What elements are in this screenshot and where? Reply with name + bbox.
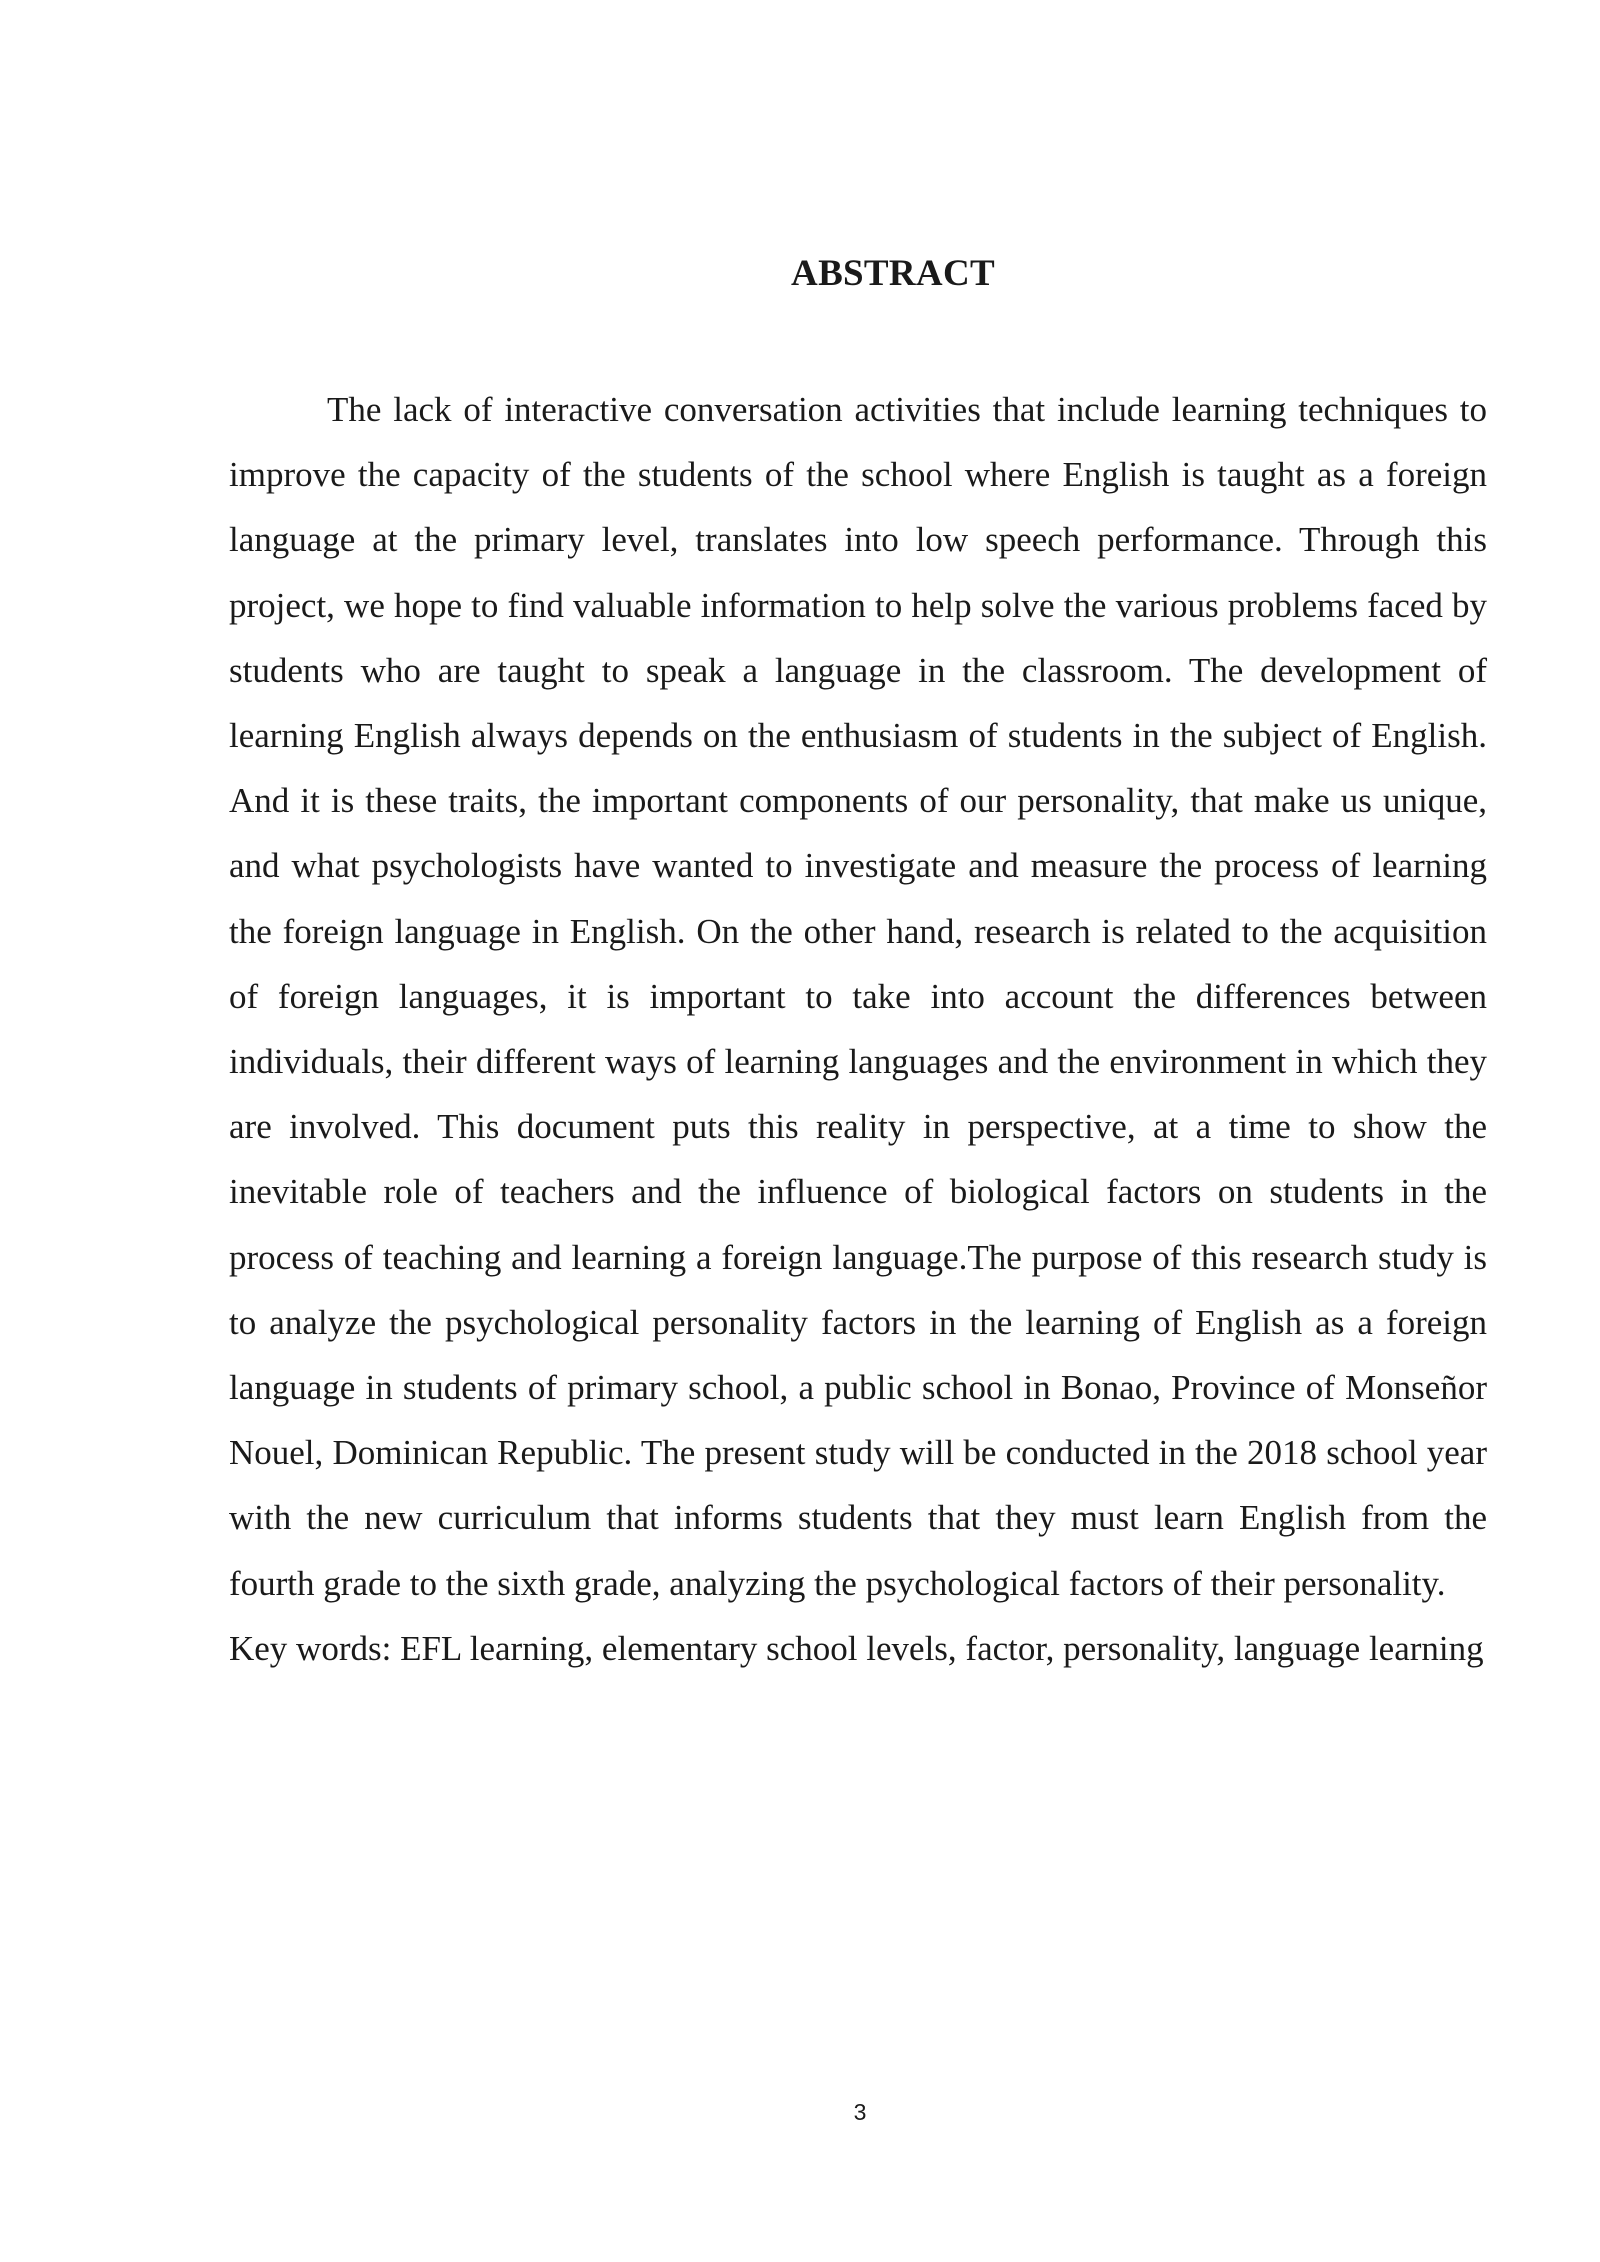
page-title: ABSTRACT [791,253,995,294]
keywords-paragraph: Key words: EFL learning, elementary school levels, factor, personality, language learning [229,1628,1484,1668]
abstract-paragraph: The lack of interactive conversation activities that include learning techniques to improve the capacity of the students of the school where English is taught as a foreign language at the primary level, translates into low speech performance. Through this project, we hope to find valuable information to help solve the various problems faced by students who are taught to speak a language in the classroom. The development of learning English always depends on the enthusiasm of students in the subject of English. And it is these traits, the important components of our personality, that make us unique, and what psychologists have wanted to investigate and measure the process of learning the foreign language in English. On the other hand, research is related to the acquisition of foreign languages, it is important to take into account the differences between individuals, their different ways of learning languages and the environment in which they are involved. This document puts this reality in perspective, at a time to show the inevitable role of teachers and the influence of biological factors on students in the process of teaching and learning a foreign language.The purpose of this research study is to analyze the psychological personality factors in the learning of English as a foreign language in students of primary school, a public school in Bonao, Province of Monseñor Nouel, Dominican Republic. The present study will be conducted in the 2018 school year with the new curriculum that informs students that they must learn English from the fourth grade to the sixth grade, analyzing the psychological factors of their personality. [229,390,1487,1603]
page-number: 3 [853,2099,867,2125]
abstract-body [229,377,1487,1681]
